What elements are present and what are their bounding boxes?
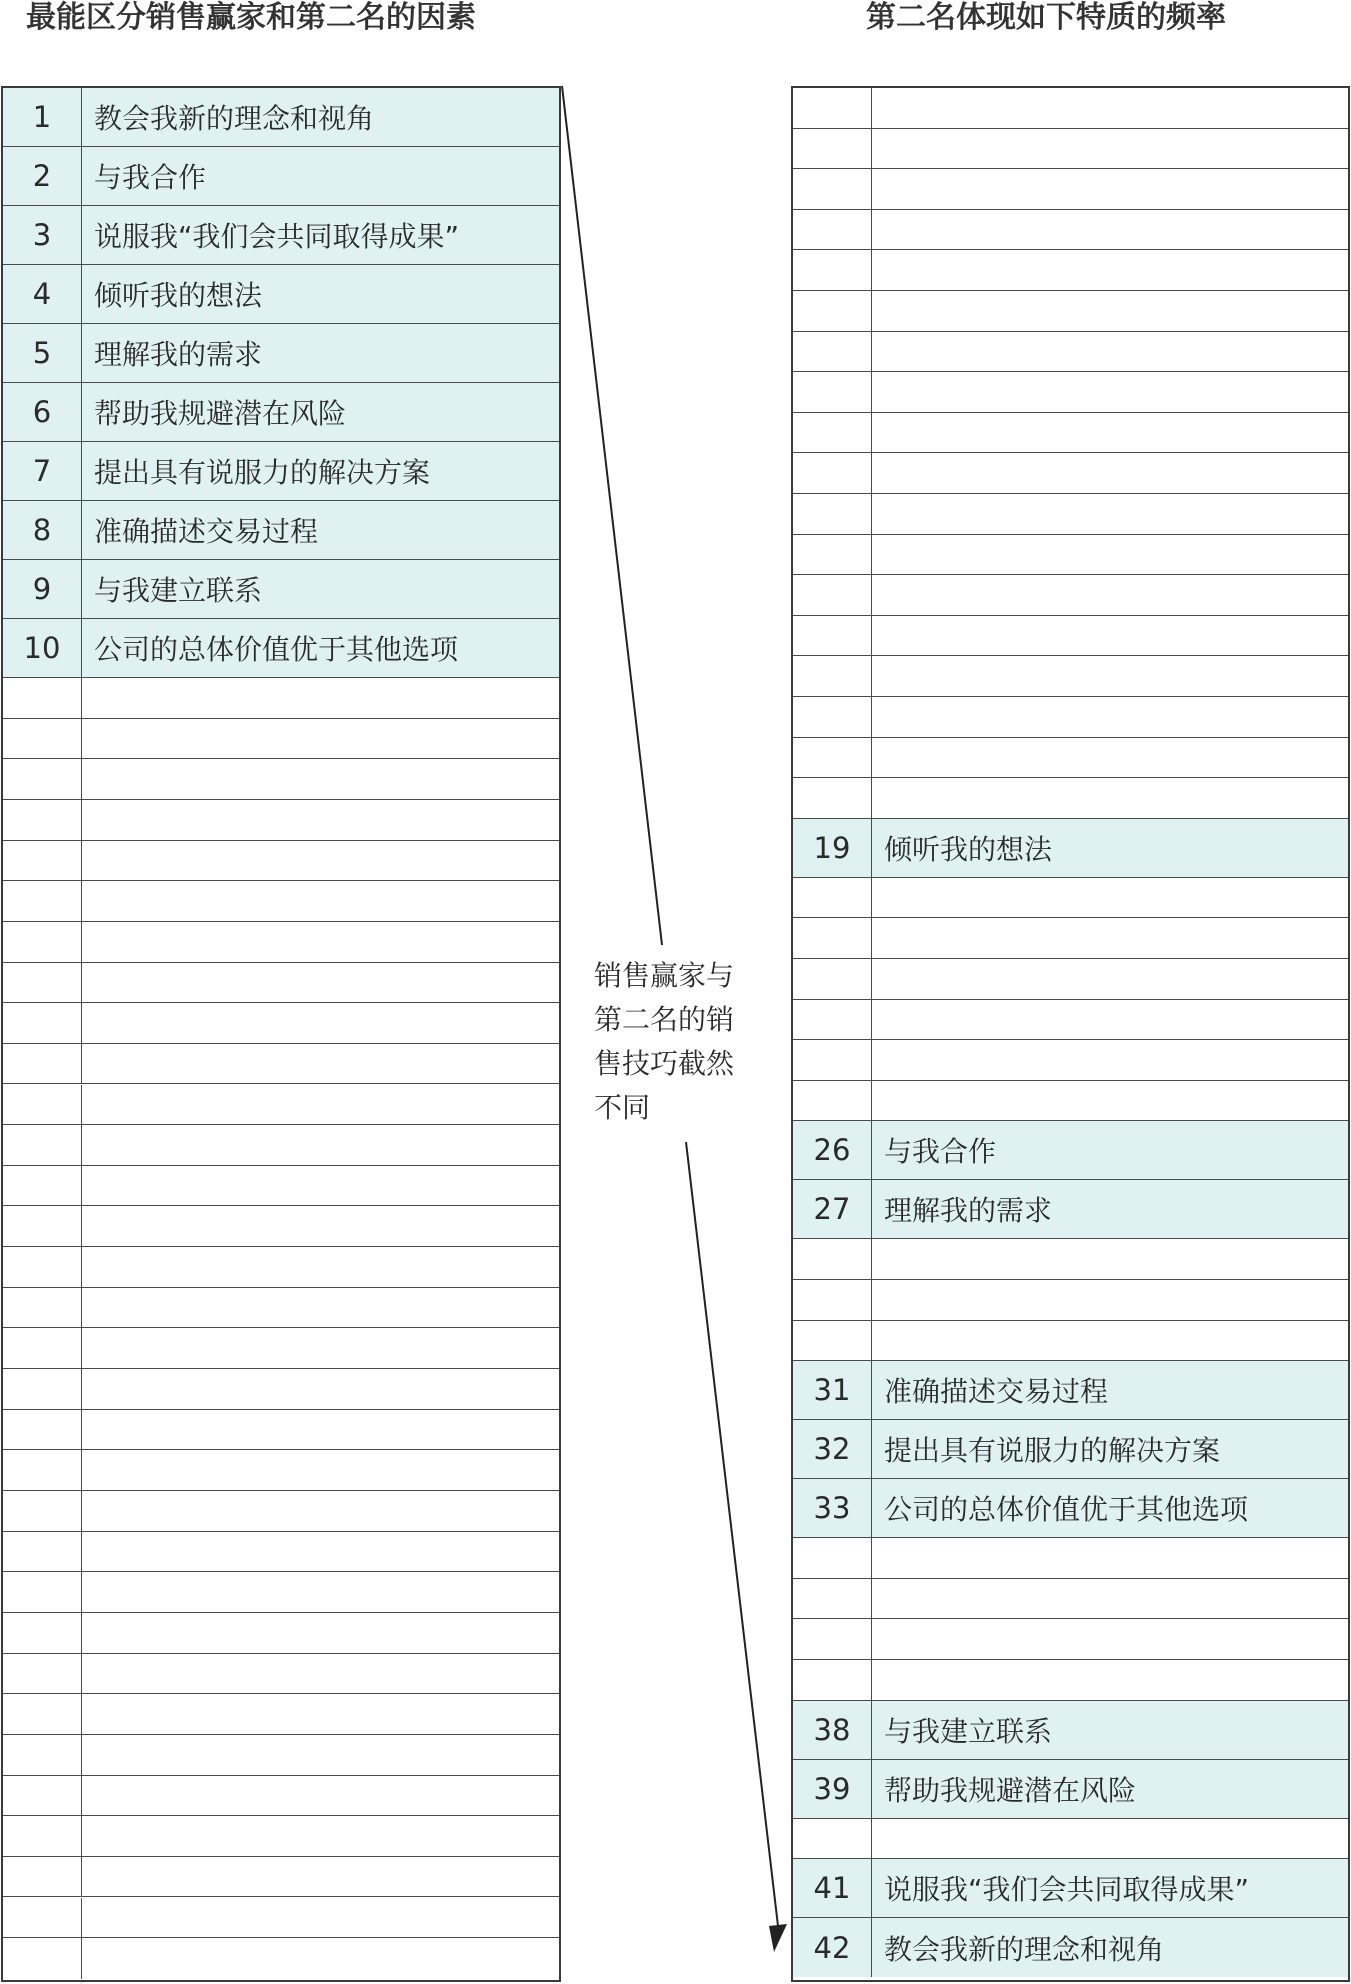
rank-number: 9	[3, 560, 82, 618]
rank-number: 2	[3, 147, 82, 205]
factor-label: 公司的总体价值优于其他选项	[94, 633, 459, 666]
rank-number: 4	[3, 265, 82, 323]
factor-label: 说服我“我们会共同取得成果”	[884, 1873, 1250, 1907]
lower-connector-line	[686, 1142, 778, 1926]
middle-annotation: 销售赢家与第二名的销售技巧截然不同	[594, 959, 735, 1124]
factor-label: 与我建立联系	[884, 1714, 1053, 1748]
factor-label: 准确描述交易过程	[884, 1375, 1109, 1409]
rank-number: 6	[3, 383, 82, 441]
rank-number: 27	[793, 1180, 872, 1238]
rank-number: 26	[793, 1121, 872, 1179]
factor-label: 提出具有说服力的解决方案	[884, 1434, 1221, 1468]
rank-number: 7	[3, 442, 82, 500]
factor-label: 与我合作	[94, 161, 207, 194]
factor-label: 公司的总体价值优于其他选项	[884, 1493, 1249, 1527]
rank-number: 39	[793, 1760, 872, 1818]
upper-connector-line	[562, 86, 662, 945]
rank-number: 31	[793, 1361, 872, 1419]
factor-label: 说服我“我们会共同取得成果”	[94, 220, 460, 253]
factor-label: 理解我的需求	[94, 338, 263, 371]
factor-label: 提出具有说服力的解决方案	[94, 456, 431, 489]
arrowhead-icon	[769, 1924, 787, 1952]
rank-number: 5	[3, 324, 82, 382]
rank-number: 38	[793, 1701, 872, 1759]
factor-label: 理解我的需求	[884, 1194, 1053, 1228]
rank-number: 10	[3, 619, 82, 677]
factor-label: 教会我新的理念和视角	[94, 102, 375, 135]
rank-number: 8	[3, 501, 82, 559]
factor-label: 准确描述交易过程	[94, 515, 319, 548]
left-table-title: 最能区分销售赢家和第二名的因素	[26, 0, 476, 35]
rank-number: 41	[793, 1859, 872, 1917]
rank-number: 1	[3, 88, 82, 146]
rank-number: 33	[793, 1479, 872, 1537]
rank-number: 3	[3, 206, 82, 264]
factor-label: 帮助我规避潜在风险	[94, 397, 347, 430]
factor-label: 倾听我的想法	[94, 279, 263, 312]
right-table-title: 第二名体现如下特质的频率	[866, 0, 1226, 35]
factor-label: 教会我新的理念和视角	[884, 1932, 1165, 1966]
factor-label: 与我建立联系	[94, 574, 263, 607]
rank-number: 32	[793, 1420, 872, 1478]
factor-label: 与我合作	[884, 1135, 997, 1169]
factor-label: 帮助我规避潜在风险	[884, 1773, 1137, 1807]
rank-number: 42	[793, 1918, 872, 1977]
rank-number: 19	[793, 819, 872, 877]
factor-label: 倾听我的想法	[884, 832, 1053, 866]
